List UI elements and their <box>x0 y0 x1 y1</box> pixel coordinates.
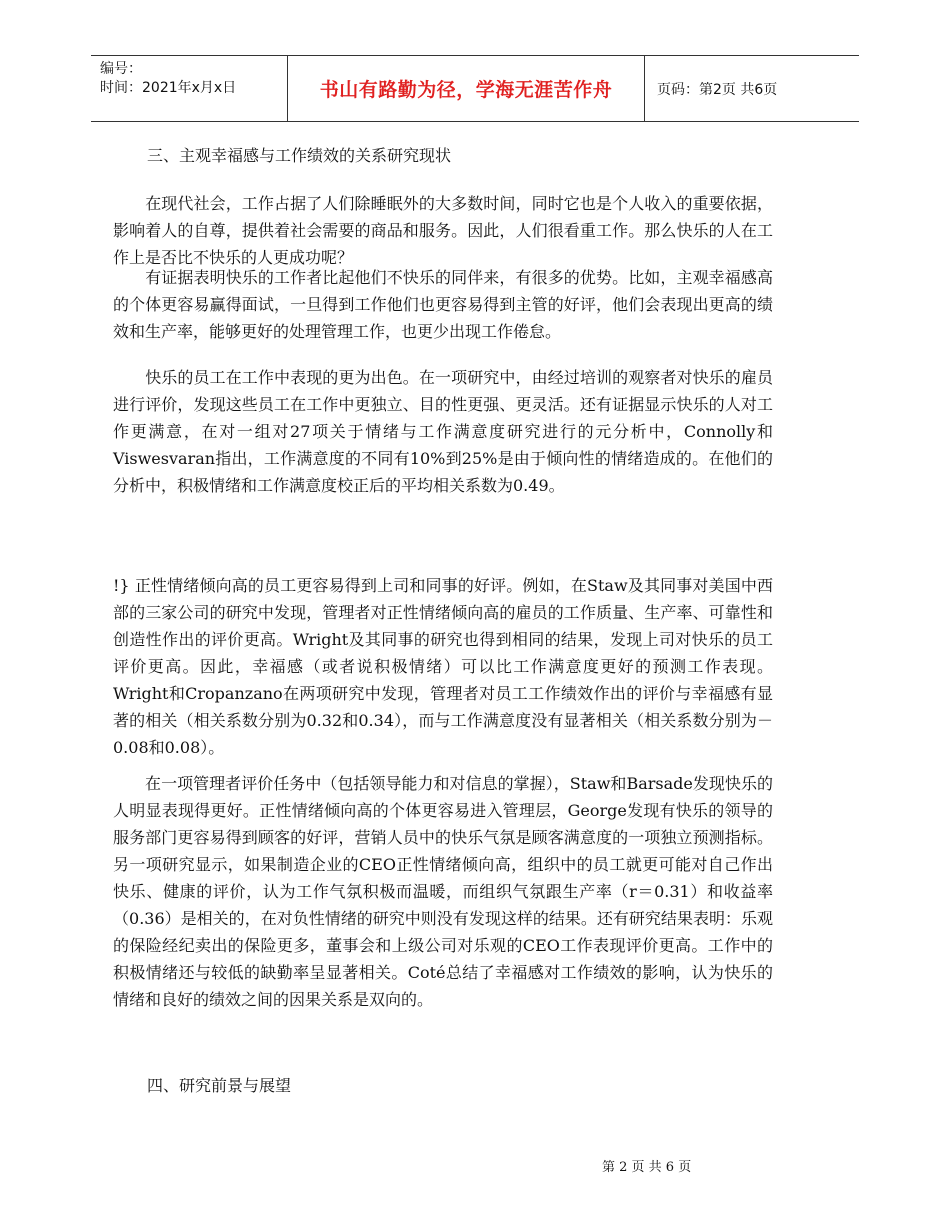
page-footer: 第 2 页 共 6 页 <box>602 1160 692 1175</box>
header-page-number: 页码：第2页 共6页 <box>657 81 778 98</box>
paragraph-3: 快乐的员工在工作中表现的更为出色。在一项研究中，由经过培训的观察者对快乐的雇员进行评价，发现这些员工在工作中更独立、目的性更强、更灵活。还有证据显示快乐的人对工作更满意，在对一组对27项关于情绪与工作满意度研究进行的元分析中，Connolly和Viswesvaran指出，工作满意度的不同有10%到25%是由于倾向性的情绪造成的。在他们的分析中，积极情绪和工作满意度校正后的平均相关系数为0.49。 <box>113 368 773 495</box>
document-time-label: 时间：2021年x月x日 <box>100 80 237 96</box>
page-header <box>91 55 859 122</box>
paragraph-4: !} 正性情绪倾向高的员工更容易得到上司和同事的好评。例如，在Staw及其同事对美国中西部的三家公司的研究中发现，管理者对正性情绪倾向高的雇员的工作质量、生产率、可靠性和创造性作出的评价更高。Wright及其同事的研究也得到相同的结果，发现上司对快乐的员工评价更高。因此，幸福感（或者说积极情绪）可以比工作满意度更好的预测工作表现。Wright和Cropanzano在两项研究中发现，管理者对员工工作绩效作出的评价与幸福感有显著的相关（相关系数分别为0.32和0.34），而与工作满意度没有显著相关（相关系数分别为－0.08和0.08）。 <box>113 576 773 757</box>
header-motto: 书山有路勤为径，学海无涯苦作舟 <box>319 79 613 101</box>
document-number-label: 编号： <box>100 61 142 77</box>
paragraph-1: 在现代社会，工作占据了人们除睡眠外的大多数时间，同时它也是个人收入的重要依据，影响着人的自尊，提供着社会需要的商品和服务。因此，人们很看重工作。那么快乐的人在工作上是否比不快乐的人更成功呢？ <box>113 194 773 267</box>
header-info-cell <box>91 56 287 121</box>
section-heading-4: 四、研究前景与展望 <box>147 1076 292 1095</box>
section-heading-3: 三、主观幸福感与工作绩效的关系研究现状 <box>147 146 452 165</box>
header-motto-cell <box>287 56 645 121</box>
header-page-cell <box>645 56 859 121</box>
paragraph-2: 有证据表明快乐的工作者比起他们不快乐的同伴来，有很多的优势。比如，主观幸福感高的个体更容易赢得面试，一旦得到工作他们也更容易得到主管的好评，他们会表现出更高的绩效和生产率，能够更好的处理管理工作，也更少出现工作倦怠。 <box>113 268 773 341</box>
paragraph-5: 在一项管理者评价任务中（包括领导能力和对信息的掌握），Staw和Barsade发现快乐的人明显表现得更好。正性情绪倾向高的个体更容易进入管理层，George发现有快乐的领导的服务部门更容易得到顾客的好评，营销人员中的快乐气氛是顾客满意度的一项独立预测指标。另一项研究显示，如果制造企业的CEO正性情绪倾向高，组织中的员工就更可能对自己作出快乐、健康的评价，认为工作气氛积极而温暖，而组织气氛跟生产率（r＝0.31）和收益率（0.36）是相关的，在对负性情绪的研究中则没有发现这样的结果。还有研究结果表明：乐观的保险经纪卖出的保险更多，董事会和上级公司对乐观的CEO工作表现评价更高。工作中的积极情绪还与较低的缺勤率呈显著相关。Coté总结了幸福感对工作绩效的影响，认为快乐的情绪和良好的绩效之间的因果关系是双向的。 <box>113 774 773 1009</box>
